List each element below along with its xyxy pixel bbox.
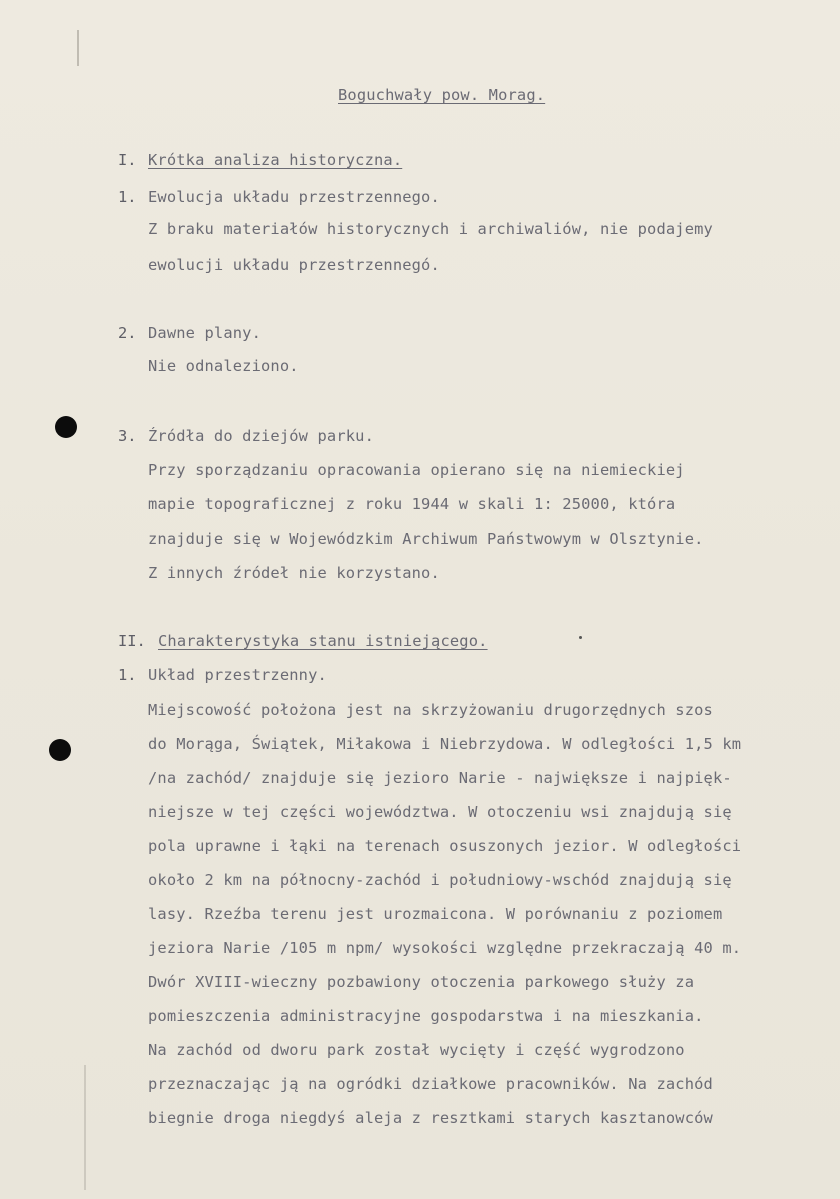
body-line: Z innych źródeł nie korzystano. <box>148 564 440 582</box>
item-heading: Dawne plany. <box>148 324 261 342</box>
body-line: Nie odnaleziono. <box>148 357 299 375</box>
item-number: 3. <box>118 427 137 445</box>
body-line: Miejscowość położona jest na skrzyżowaniu drugorzędnych szos <box>148 701 713 719</box>
item-heading: Źródła do dziejów parku. <box>148 427 374 445</box>
ink-speck <box>579 636 582 639</box>
body-line: Z braku materiałów historycznych i archiwaliów, nie podajemy <box>148 220 713 238</box>
body-line: Dwór XVIII-wieczny pozbawiony otoczenia parkowego służy za <box>148 973 695 991</box>
body-line: pola uprawne i łąki na terenach osuszonych jezior. W odległości <box>148 837 742 855</box>
section-heading: Charakterystyka stanu istniejącego. <box>158 632 488 650</box>
body-line: ewolucji układu przestrzennegó. <box>148 256 440 274</box>
punch-hole-top <box>55 416 77 438</box>
body-line: do Morąga, Świątek, Miłakowa i Niebrzydowa. W odległości 1,5 km <box>148 735 742 753</box>
margin-pen-mark <box>84 1065 86 1190</box>
margin-pen-mark <box>77 30 79 66</box>
section-numeral: I. <box>118 151 137 169</box>
item-number: 2. <box>118 324 137 342</box>
body-line: biegnie droga niegdyś aleja z resztkami starych kasztanowców <box>148 1109 713 1127</box>
body-line: przeznaczając ją na ogródki działkowe pracowników. Na zachód <box>148 1075 713 1093</box>
document-title: Boguchwały pow. Morag. <box>338 86 546 104</box>
item-heading: Ewolucja układu przestrzennego. <box>148 188 440 206</box>
section-heading: Krótka analiza historyczna. <box>148 151 403 169</box>
body-line: pomieszczenia administracyjne gospodarstwa i na mieszkania. <box>148 1007 704 1025</box>
body-line: Na zachód od dworu park został wycięty i część wygrodzono <box>148 1041 685 1059</box>
body-line: znajduje się w Wojewódzkim Archiwum Państwowym w Olsztynie. <box>148 530 704 548</box>
body-line: niejsze w tej części województwa. W otoczeniu wsi znajdują się <box>148 803 732 821</box>
item-number: 1. <box>118 188 137 206</box>
body-line: lasy. Rzeźba terenu jest urozmaicona. W porównaniu z poziomem <box>148 905 723 923</box>
punch-hole-bottom <box>49 739 71 761</box>
body-line: Przy sporządzaniu opracowania opierano się na niemieckiej <box>148 461 685 479</box>
section-numeral: II. <box>118 632 146 650</box>
item-heading: Układ przestrzenny. <box>148 666 327 684</box>
item-number: 1. <box>118 666 137 684</box>
body-line: około 2 km na północny-zachód i południowy-wschód znajdują się <box>148 871 732 889</box>
body-line: jeziora Narie /105 m npm/ wysokości względne przekraczają 40 m. <box>148 939 742 957</box>
body-line: mapie topograficznej z roku 1944 w skali 1: 25000, która <box>148 495 676 513</box>
body-line: /na zachód/ znajduje się jezioro Narie - największe i najpięk- <box>148 769 732 787</box>
